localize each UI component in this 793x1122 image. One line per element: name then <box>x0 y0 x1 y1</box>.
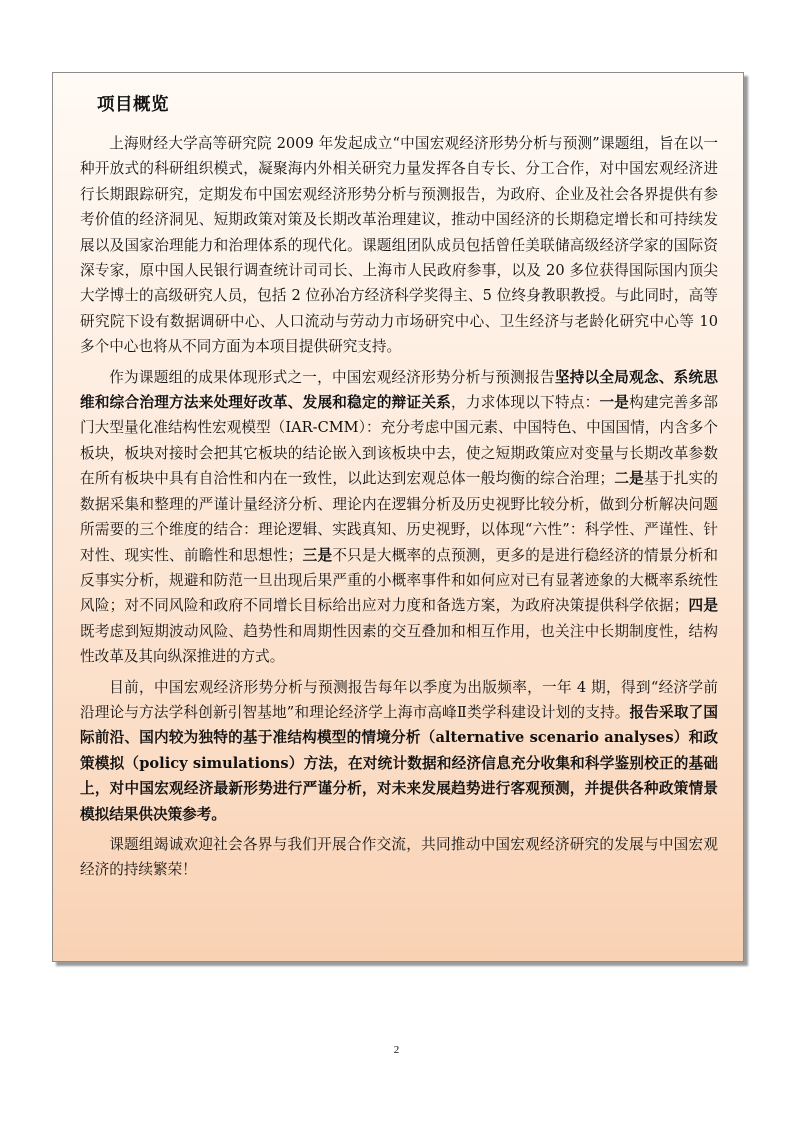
feature-two-text: 基于扎实的数据采集和整理的严谨计量经济分析、理论内在逻辑分析及历史视野比较分析，做到分析解决问题所需要的三个维度的结合：理论逻辑、实践真知、历史视野，以体现“六性”：科学性、严谨性、针对性、现实性、前瞻性和思想性； <box>80 470 718 564</box>
features-intro-text: ，力求体现以下特点： <box>451 394 600 412</box>
paragraph-intro <box>80 131 718 360</box>
feature-one-text: 构建完善多部门大型量化准结构性宏观模型（IAR-CMM）：充分考虑中国元素、中国特色、中国国情，内含多个板块，板块对接时会把其它板块的结论嵌入到该板块中去，使之短期政策应对变量与长期改革参数在所有板块中具有自洽性和内在一致性，以此达到宏观总体一般均衡的综合治理； <box>80 394 718 488</box>
feature-three-text: 不只是大概率的点预测，更多的是进行稳经济的情景分析和反事实分析，规避和防范一旦出现后果严重的小概率事件和如何应对已有显著迹象的大概率系统性风险；对不同风险和政府不同增长目标给出应对力度和备选方案，为政府决策提供科学依据； <box>80 546 718 615</box>
features-lead-text: 作为课题组的成果体现形式之一，中国宏观经济形势分析与预测报告 <box>109 368 555 386</box>
feature-four-marker: 四是 <box>688 597 718 615</box>
paragraph-publication <box>80 675 718 827</box>
overview-panel <box>52 72 744 962</box>
publication-text: 目前，中国宏观经济形势分析与预测报告每年以季度为出版频率，一年 4 期，得到“经济学前沿理论与方法学科创新引智基地”和理论经济学上海市高峰Ⅱ类学科建设计划的支持。 <box>80 678 718 721</box>
paragraph-features <box>80 365 718 670</box>
feature-two-marker: 二是 <box>614 470 645 488</box>
page-number: 2 <box>393 1044 400 1056</box>
feature-one-marker: 一是 <box>599 394 630 412</box>
feature-four-text: 既考虑到短期波动风险、趋势性和周期性因素的交互叠加和相互作用，也关注中长期制度性，结构性改革及其向纵深推进的方式。 <box>80 622 718 666</box>
paragraph-closing <box>80 832 718 883</box>
overview-body <box>80 131 718 883</box>
features-principle-bold: 坚持以全局观念、系统思维和综合治理方法来处理好改革、发展和稳定的辩证关系 <box>80 368 718 412</box>
closing-text: 课题组竭诚欢迎社会各界与我们开展合作交流，共同推动中国宏观经济研究的发展与中国宏观经济的持续繁荣！ <box>80 835 718 879</box>
section-title: 项目概览 <box>97 95 169 115</box>
feature-three-marker: 三是 <box>302 546 333 564</box>
publication-method-bold: 报告采取了国际前沿、国内较为独特的基于准结构模型的情境分析（alternative scenario analyses）和政策模拟（policy simulations）方法，在对统计数据和经济信息充分收集和科学鉴别校正的基础上，对中国宏观经济最新形势进行严谨分析，对未来发展趋势进行客观预测，并提供各种政策情景模拟结果供决策参考。 <box>80 703 718 823</box>
paragraph-intro-text: 上海财经大学高等研究院 2009 年发起成立“中国宏观经济形势分析与预测”课题组，旨在以一种开放式的科研组织模式，凝聚海内外相关研究力量发挥各自专长、分工合作，对中国宏观经济进行长期跟踪研究，定期发布中国宏观经济形势分析与预测报告，为政府、企业及社会各界提供有参考价值的经济洞见、短期政策对策及长期改革治理建议，推动中国经济的长期稳定增长和可持续发展以及国家治理能力和治理体系的现代化。课题组团队成员包括曾任美联储高级经济学家的国际资深专家，原中国人民银行调查统计司司长、上海市人民政府参事，以及 20 多位获得国际国内顶尖大学博士的高级研究人员，包括 2 位孙冶方经济科学奖得主、5 位终身教职教授。与此同时，高等研究院下设有数据调研中心、人口流动与劳动力市场研究中心、卫生经济与老龄化研究中心等 10 多个中心也将从不同方面为本项目提供研究支持。 <box>80 135 718 356</box>
